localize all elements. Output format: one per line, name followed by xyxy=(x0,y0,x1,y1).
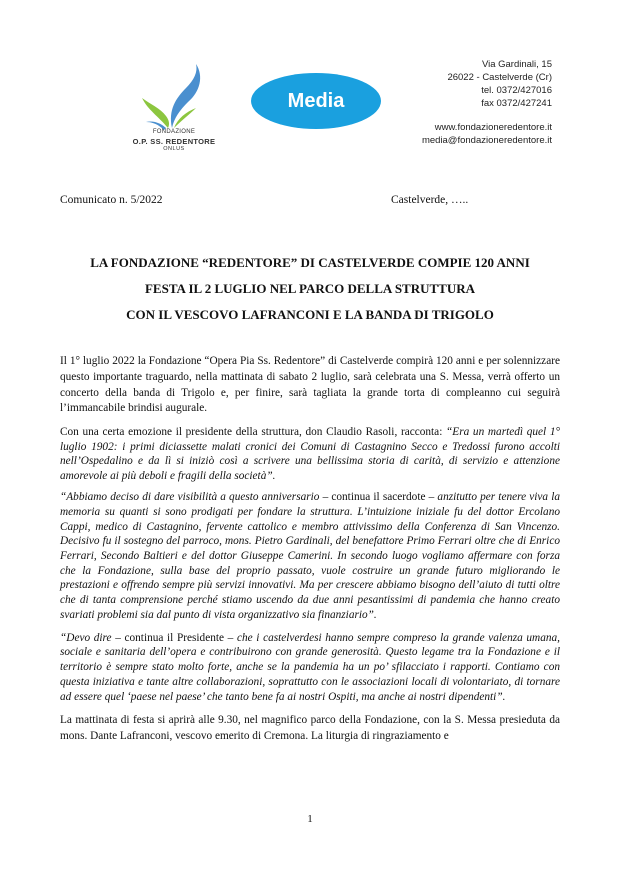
headline-3: CON IL VESCOVO LAFRANCONI E LA BANDA DI TRIGOLO xyxy=(126,307,494,322)
address-fax: fax 0372/427241 xyxy=(481,98,552,109)
paragraph-4 xyxy=(60,631,560,706)
page-number: 1 xyxy=(307,813,313,825)
logo-text-line2: O.P. SS. REDENTORE xyxy=(132,137,216,146)
communique-number: Comunicato n. 5/2022 xyxy=(60,194,163,206)
paragraph-2 xyxy=(60,425,560,483)
paragraph-2-intro: Con una certa emozione il presidente della struttura, don Claudio Rasoli, racconta: xyxy=(60,426,447,439)
address-phone: tel. 0372/427016 xyxy=(481,85,552,96)
logo-text-line3: ONLUS xyxy=(163,146,185,152)
paragraph-4-quote-start: “Devo dire xyxy=(60,631,112,644)
media-badge: Media xyxy=(251,73,381,129)
website-link[interactable]: www.fondazioneredentore.it xyxy=(434,122,552,133)
address-street: Via Gardinali, 15 xyxy=(481,59,552,70)
paragraph-3 xyxy=(60,490,560,622)
paragraph-4-quote-rest: che i castelverdesi hanno sempre compreso la grande valenza umana, sociale e sanitaria dell’opera e contribuirono con grande generosità. Questo legame tra la Fondazione e il territorio è sempre stato molto forte, anche se la pandemia ha un po’ sfilacciato i rapporti. Contiamo con questa iniziativa e tante altre collaborazioni, soprattutto con le associazioni locali di volontariato, di tornare ad essere quel ‘paese nel paese’ che tanto bene fa ai nostri Ospiti, ma anche ai nostri dipendenti”. xyxy=(60,631,560,704)
headline-2: FESTA IL 2 LUGLIO NEL PARCO DELLA STRUTTURA xyxy=(144,281,475,296)
paragraph-3-quote-rest: anzitutto per tenere viva la memoria su quanti si sono prodigati per fondare la struttura. L’intuizione iniziale fu del dottor Ercolano Cappi, medico di Castagnino, fervente cattolico e membro attivissimo della Conferenza di San Vincenzo. Decisivo fu il sostegno del parroco, mons. Pietro Gardinali, del benefattore Primo Ferrari oltre che di Enrico Ferrari, Secondo Baltieri e del dottor Giuseppe Camerini. In secondo luogo vogliamo affermare con forza che la Fondazione, sulla base del proprio passato, vuole costruire un grande futuro migliorando le prestazioni e offrendo sempre più servizi innovativi. Ma per crescere abbiamo bisogno dell’aiuto di tutti oltre che di tanta comprensione perché stiamo uscendo da due anni pesantissimi di pandemia che hanno creato svariati problemi sia dal punto di vista organizzativo sia finanziario”. xyxy=(60,491,561,621)
email-link[interactable]: media@fondazioneredentore.it xyxy=(421,135,552,146)
paragraph-1: Il 1° luglio 2022 la Fondazione “Opera Pia Ss. Redentore” di Castelverde compirà 120 anni e per solennizzare questo importante traguardo, nella mattinata di sabato 2 luglio, sarà celebrata una S. Messa, verrà offerto un concerto della banda di Trigolo e, per finire, sarà tagliata la grande torta di compleanno cui seguirà l’immancabile brindisi augurale. xyxy=(60,355,560,415)
article-body xyxy=(60,354,560,751)
address-city: 26022 - Castelverde (Cr) xyxy=(447,72,552,83)
paragraph-2-quote: “Era un martedì quel 1° luglio 1902: i primi diciassette malati cronici dei Comuni di Castagnino Secco e Tredossi furono accolti nell’Ospedalino e da lì si iniziò così a scrivere una bellissima storia di carità, di servizio e attenzione amorevole ai più deboli e fragili della società”. xyxy=(60,426,560,482)
logo-text-line1: FONDAZIONE xyxy=(152,129,196,135)
address-block xyxy=(352,58,552,110)
paragraph-3-attribution: – continua il sacerdote – xyxy=(319,491,438,504)
place-date: Castelverde, ….. xyxy=(391,194,469,206)
headline-1: LA FONDAZIONE “REDENTORE” DI CASTELVERDE COMPIE 120 ANNI xyxy=(90,255,530,270)
contact-block xyxy=(352,121,552,147)
paragraph-4-attribution: – continua il Presidente – xyxy=(111,631,237,644)
paragraph-3-quote-start: “Abbiamo deciso di dare visibilità a questo anniversario xyxy=(60,491,320,504)
paragraph-5: La mattinata di festa si aprirà alle 9.30, nel magnifico parco della Fondazione, con la S. Messa presieduta da mons. Dante Lafranconi, vescovo emerito di Cremona. La liturgia di ringraziamento e xyxy=(60,714,560,742)
